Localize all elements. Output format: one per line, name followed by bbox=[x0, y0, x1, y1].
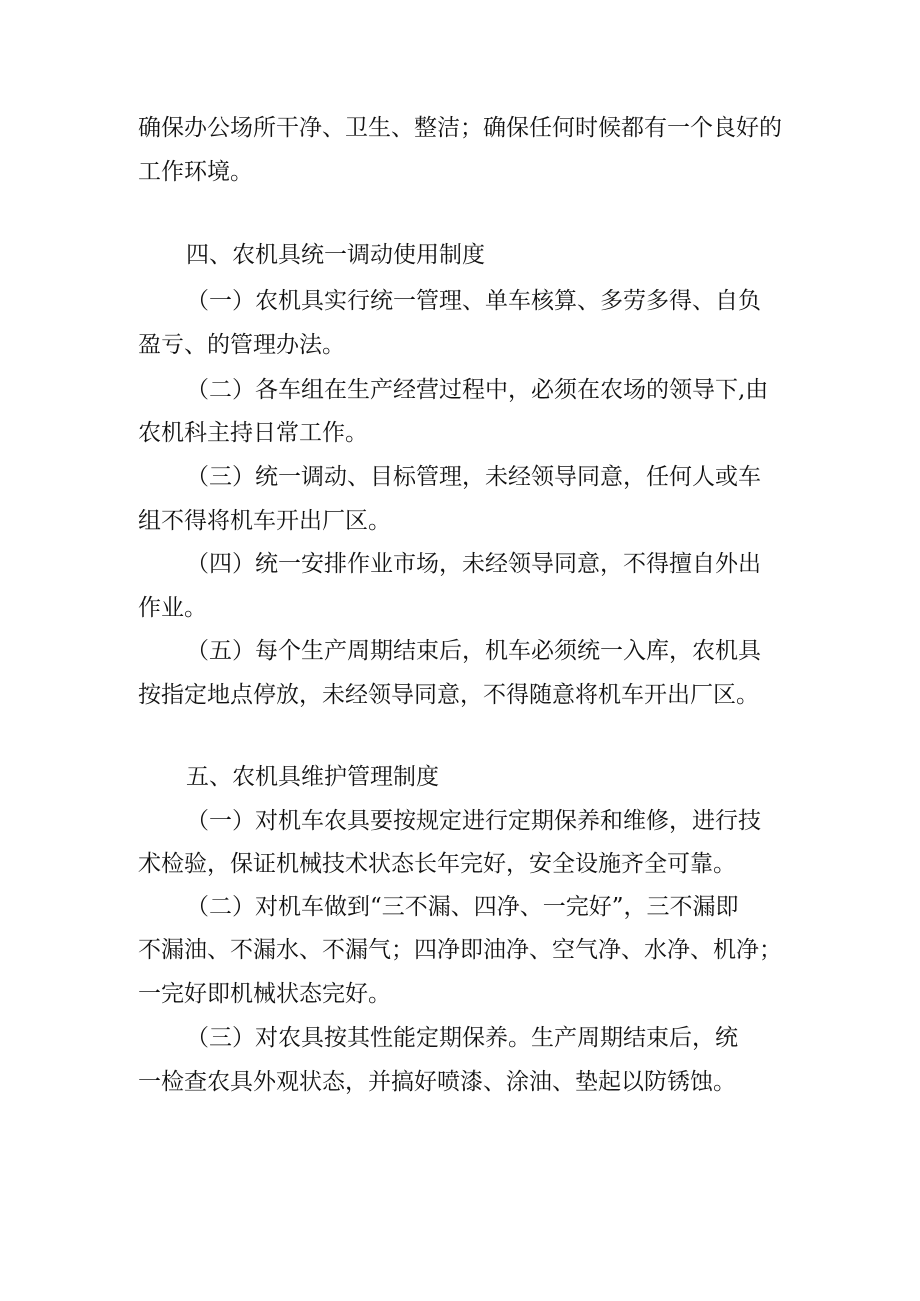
paragraph-line: （二）各车组在生产经营过程中，必须在农场的领导下,由 bbox=[186, 377, 769, 403]
paragraph-line: 确保办公场所干净、卫生、整洁；确保任何时候都有一个良好的 bbox=[138, 115, 782, 141]
section-heading-4: 四、农机具统一调动使用制度 bbox=[186, 242, 485, 268]
paragraph-line: 作业。 bbox=[138, 595, 207, 621]
paragraph-line: 工作环境。 bbox=[138, 159, 253, 185]
paragraph-line: 按指定地点停放，未经领导同意，不得随意将机车开出厂区。 bbox=[138, 682, 759, 708]
paragraph-line: （三）统一调动、目标管理，未经领导同意，任何人或车 bbox=[186, 464, 761, 490]
paragraph-line: 一完好即机械状态完好。 bbox=[138, 981, 391, 1007]
paragraph-line: 不漏油、不漏水、不漏气；四净即油净、空气净、水净、机净； bbox=[138, 937, 782, 963]
paragraph-line: 一检查农具外观状态，并搞好喷漆、涂油、垫起以防锈蚀。 bbox=[138, 1069, 736, 1095]
paragraph-line: （五）每个生产周期结束后，机车必须统一入库，农机具 bbox=[186, 638, 761, 664]
paragraph-line: 术检验，保证机械技术状态长年完好，安全设施齐全可靠。 bbox=[138, 851, 736, 877]
paragraph-line: （一）农机具实行统一管理、单车核算、多劳多得、自负 bbox=[186, 288, 761, 314]
paragraph-line: （二）对机车做到“三不漏、四净、一完好”，三不漏即 bbox=[186, 894, 739, 920]
section-heading-5: 五、农机具维护管理制度 bbox=[186, 764, 439, 790]
paragraph-line: （一）对机车农具要按规定进行定期保养和维修，进行技 bbox=[186, 808, 761, 834]
paragraph-line: 组不得将机车开出厂区。 bbox=[138, 508, 391, 534]
paragraph-line: （三）对农具按其性能定期保养。生产周期结束后，统 bbox=[186, 1025, 738, 1051]
paragraph-line: （四）统一安排作业市场，未经领导同意，不得擅自外出 bbox=[186, 551, 761, 577]
paragraph-line: 农机科主持日常工作。 bbox=[138, 420, 368, 446]
paragraph-line: 盈亏、的管理办法。 bbox=[138, 332, 345, 358]
